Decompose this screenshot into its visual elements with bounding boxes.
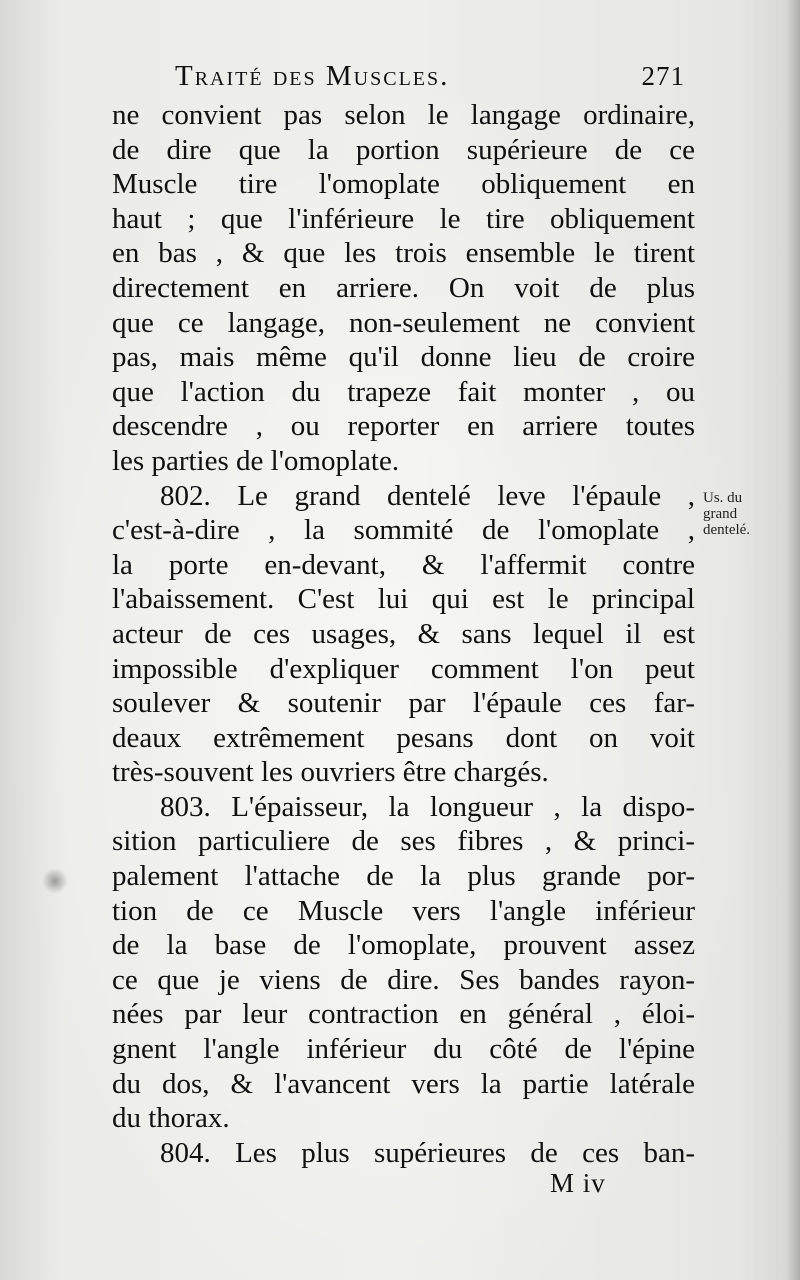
signature-mark: M iv [550,1168,606,1198]
text-line: tion de ce Muscle vers l'angle inférieur [112,894,695,927]
paragraph-804-start: 804. Les plus supérieures de ces ban- [160,1136,695,1169]
text-line: la porte en-devant, & l'affermit contre [112,548,695,581]
text-line: haut ; que l'inférieure le tire obliquement [112,202,695,235]
text-line: gnent l'angle inférieur du côté de l'épine [112,1033,695,1066]
text-line: deaux extrêmement pesans dont on voit [112,721,695,754]
text-line: Muscle tire l'omoplate obliquement en [112,168,695,201]
running-title: Traité des Muscles. [175,60,450,92]
text-line: du dos, & l'avancent vers la partie latérale [112,1067,695,1100]
paragraph-802-start: 802. Le grand dentelé leve l'épaule , [160,479,695,512]
text-line: c'est-à-dire , la sommité de l'omoplate , [112,514,695,547]
text-line: les parties de l'omoplate. [112,444,400,477]
text-line: ce que je viens de dire. Ses bandes rayon- [112,963,695,996]
text-line: impossible d'expliquer comment l'on peut [112,652,695,685]
text-line: que l'action du trapeze fait monter , ou [112,375,695,408]
margin-note [703,490,793,538]
body-text [112,98,695,1170]
text-line: l'abaissement. C'est lui qui est le principal [112,583,695,616]
text-line: en bas , & que les trois ensemble le tirent [112,237,695,270]
margin-note-line: grand [703,506,738,522]
text-line: soulever & soutenir par l'épaule ces far- [112,687,695,720]
paragraph-803-start: 803. L'épaisseur, la longueur , la dispo- [160,790,695,823]
text-line: que ce langage, non-seulement ne convient [112,306,695,339]
text-line: du thorax. [112,1102,230,1135]
text-line: de la base de l'omoplate, prouvent assez [112,929,695,962]
text-line: sition particuliere de ses fibres , & princi- [112,825,695,858]
text-line: pas, mais même qu'il donne lieu de croire [112,341,695,374]
text-line: acteur de ces usages, & sans lequel il est [112,617,695,650]
text-line: directement en arriere. On voit de plus [112,271,695,304]
page-fold-shadow [786,0,800,1280]
text-line: nées par leur contraction en général , éloi- [112,998,695,1031]
text-line: ne convient pas selon le langage ordinaire, [112,99,695,131]
margin-note-line: dentelé. [703,522,751,538]
ink-blot [42,868,68,894]
text-line: descendre , ou reporter en arriere toutes [112,410,695,443]
text-line: de dire que la portion supérieure de ce [112,133,695,166]
text-line: palement l'attache de la plus grande por- [112,860,695,893]
text-line: très-souvent les ouvriers être chargés. [112,756,549,789]
page-number: 271 [641,61,685,91]
margin-note-line: Us. du [703,490,743,506]
running-header [175,60,685,100]
